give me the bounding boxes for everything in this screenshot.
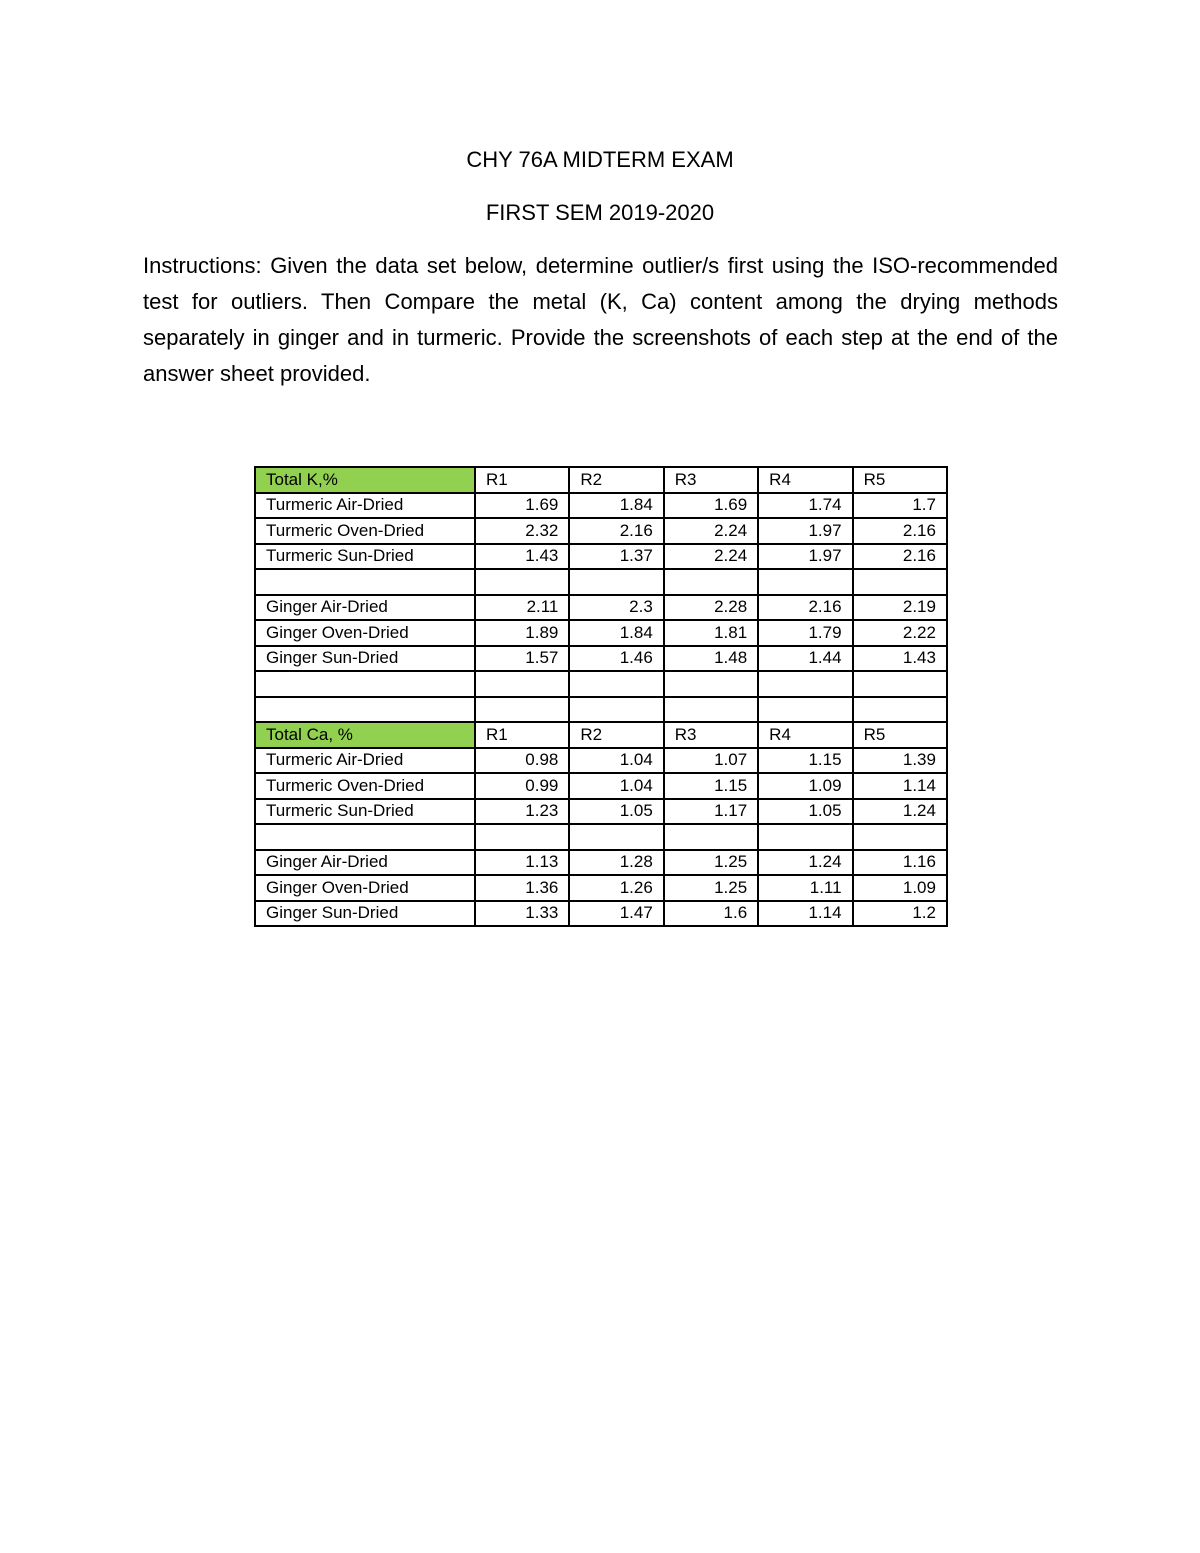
value-cell: 1.6: [664, 901, 758, 927]
value-cell: 2.19: [853, 595, 947, 621]
table-row: [255, 544, 947, 570]
value-cell: 1.11: [758, 875, 852, 901]
value-cell: 1.43: [475, 544, 569, 570]
empty-cell: [475, 569, 569, 595]
value-cell: 1.57: [475, 646, 569, 672]
data-table: [254, 466, 948, 927]
value-cell: 1.81: [664, 620, 758, 646]
value-cell: 1.33: [475, 901, 569, 927]
value-cell: 1.24: [758, 850, 852, 876]
value-cell: 1.74: [758, 493, 852, 519]
value-cell: 2.16: [853, 518, 947, 544]
value-cell: 1.28: [569, 850, 663, 876]
sample-label: Turmeric Air-Dried: [255, 748, 475, 774]
empty-cell: [664, 697, 758, 723]
empty-cell: [475, 824, 569, 850]
value-cell: 2.24: [664, 518, 758, 544]
table-row: [255, 595, 947, 621]
value-cell: 1.09: [758, 773, 852, 799]
sample-label: Turmeric Sun-Dried: [255, 799, 475, 825]
value-cell: 1.46: [569, 646, 663, 672]
sample-label: Turmeric Oven-Dried: [255, 518, 475, 544]
value-cell: 2.32: [475, 518, 569, 544]
value-cell: 1.79: [758, 620, 852, 646]
value-cell: 1.84: [569, 493, 663, 519]
empty-cell: [758, 824, 852, 850]
empty-cell: [569, 697, 663, 723]
value-cell: 1.84: [569, 620, 663, 646]
value-cell: 0.99: [475, 773, 569, 799]
section-header-label: Total Ca, %: [255, 722, 475, 748]
value-cell: 1.24: [853, 799, 947, 825]
empty-cell: [255, 569, 475, 595]
value-cell: 0.98: [475, 748, 569, 774]
sample-label: Turmeric Oven-Dried: [255, 773, 475, 799]
value-cell: 1.26: [569, 875, 663, 901]
value-cell: 1.05: [569, 799, 663, 825]
value-cell: 1.39: [853, 748, 947, 774]
section-header-label: Total K,%: [255, 467, 475, 493]
value-cell: 2.16: [758, 595, 852, 621]
empty-cell: [475, 671, 569, 697]
replicate-header: R5: [853, 722, 947, 748]
empty-cell: [853, 671, 947, 697]
value-cell: 2.11: [475, 595, 569, 621]
instructions-paragraph: Instructions: Given the data set below, determine outlier/s first using the ISO-recommended test for outliers. Then Compare the metal (K, Ca) content among the drying methods separately in ginger and in turmeric. Provide the screenshots of each step at the end of the answer sheet provided.: [143, 253, 1058, 386]
value-cell: 2.16: [853, 544, 947, 570]
table-header-row: [255, 467, 947, 493]
table-row: [255, 620, 947, 646]
value-cell: 1.04: [569, 748, 663, 774]
value-cell: 1.97: [758, 518, 852, 544]
value-cell: 1.15: [664, 773, 758, 799]
replicate-header: R2: [569, 722, 663, 748]
empty-cell: [569, 671, 663, 697]
value-cell: 1.47: [569, 901, 663, 927]
value-cell: 1.07: [664, 748, 758, 774]
sample-label: Ginger Sun-Dried: [255, 901, 475, 927]
value-cell: 1.69: [664, 493, 758, 519]
value-cell: 2.16: [569, 518, 663, 544]
value-cell: 1.16: [853, 850, 947, 876]
empty-cell: [758, 697, 852, 723]
value-cell: 1.43: [853, 646, 947, 672]
empty-cell: [853, 697, 947, 723]
empty-cell: [569, 824, 663, 850]
value-cell: 1.04: [569, 773, 663, 799]
sample-label: Ginger Sun-Dried: [255, 646, 475, 672]
value-cell: 1.23: [475, 799, 569, 825]
empty-cell: [853, 824, 947, 850]
value-cell: 2.28: [664, 595, 758, 621]
empty-cell: [255, 697, 475, 723]
empty-cell: [255, 824, 475, 850]
table-row: [255, 493, 947, 519]
value-cell: 1.2: [853, 901, 947, 927]
value-cell: 1.89: [475, 620, 569, 646]
value-cell: 1.37: [569, 544, 663, 570]
value-cell: 1.36: [475, 875, 569, 901]
table-row: [255, 850, 947, 876]
empty-cell: [664, 824, 758, 850]
table-row: [255, 875, 947, 901]
empty-cell: [758, 671, 852, 697]
empty-cell: [664, 671, 758, 697]
table-row: [255, 901, 947, 927]
value-cell: 1.09: [853, 875, 947, 901]
replicate-header: R3: [664, 467, 758, 493]
value-cell: 1.69: [475, 493, 569, 519]
sample-label: Ginger Air-Dried: [255, 850, 475, 876]
value-cell: 1.44: [758, 646, 852, 672]
sample-label: Ginger Oven-Dried: [255, 875, 475, 901]
value-cell: 1.05: [758, 799, 852, 825]
replicate-header: R3: [664, 722, 758, 748]
empty-cell: [569, 569, 663, 595]
value-cell: 2.22: [853, 620, 947, 646]
value-cell: 1.25: [664, 875, 758, 901]
empty-cell: [758, 569, 852, 595]
replicate-header: R1: [475, 467, 569, 493]
value-cell: 1.48: [664, 646, 758, 672]
replicate-header: R4: [758, 722, 852, 748]
sample-label: Turmeric Sun-Dried: [255, 544, 475, 570]
value-cell: 2.3: [569, 595, 663, 621]
value-cell: 1.13: [475, 850, 569, 876]
value-cell: 1.14: [853, 773, 947, 799]
replicate-header: R1: [475, 722, 569, 748]
exam-subtitle: FIRST SEM 2019-2020: [485, 200, 715, 225]
empty-cell: [475, 697, 569, 723]
sample-label: Ginger Air-Dried: [255, 595, 475, 621]
table-row: [255, 748, 947, 774]
sample-label: Ginger Oven-Dried: [255, 620, 475, 646]
empty-row: [255, 671, 947, 697]
replicate-header: R2: [569, 467, 663, 493]
table-row: [255, 799, 947, 825]
replicate-header: R5: [853, 467, 947, 493]
empty-cell: [255, 671, 475, 697]
empty-row: [255, 824, 947, 850]
sample-label: Turmeric Air-Dried: [255, 493, 475, 519]
empty-cell: [853, 569, 947, 595]
empty-row: [255, 697, 947, 723]
replicate-header: R4: [758, 467, 852, 493]
value-cell: 1.25: [664, 850, 758, 876]
table-row: [255, 773, 947, 799]
table-row: [255, 518, 947, 544]
value-cell: 2.24: [664, 544, 758, 570]
exam-title: CHY 76A MIDTERM EXAM: [466, 147, 734, 172]
empty-row: [255, 569, 947, 595]
value-cell: 1.97: [758, 544, 852, 570]
value-cell: 1.17: [664, 799, 758, 825]
value-cell: 1.15: [758, 748, 852, 774]
empty-cell: [664, 569, 758, 595]
value-cell: 1.7: [853, 493, 947, 519]
value-cell: 1.14: [758, 901, 852, 927]
table-row: [255, 646, 947, 672]
table-header-row: [255, 722, 947, 748]
